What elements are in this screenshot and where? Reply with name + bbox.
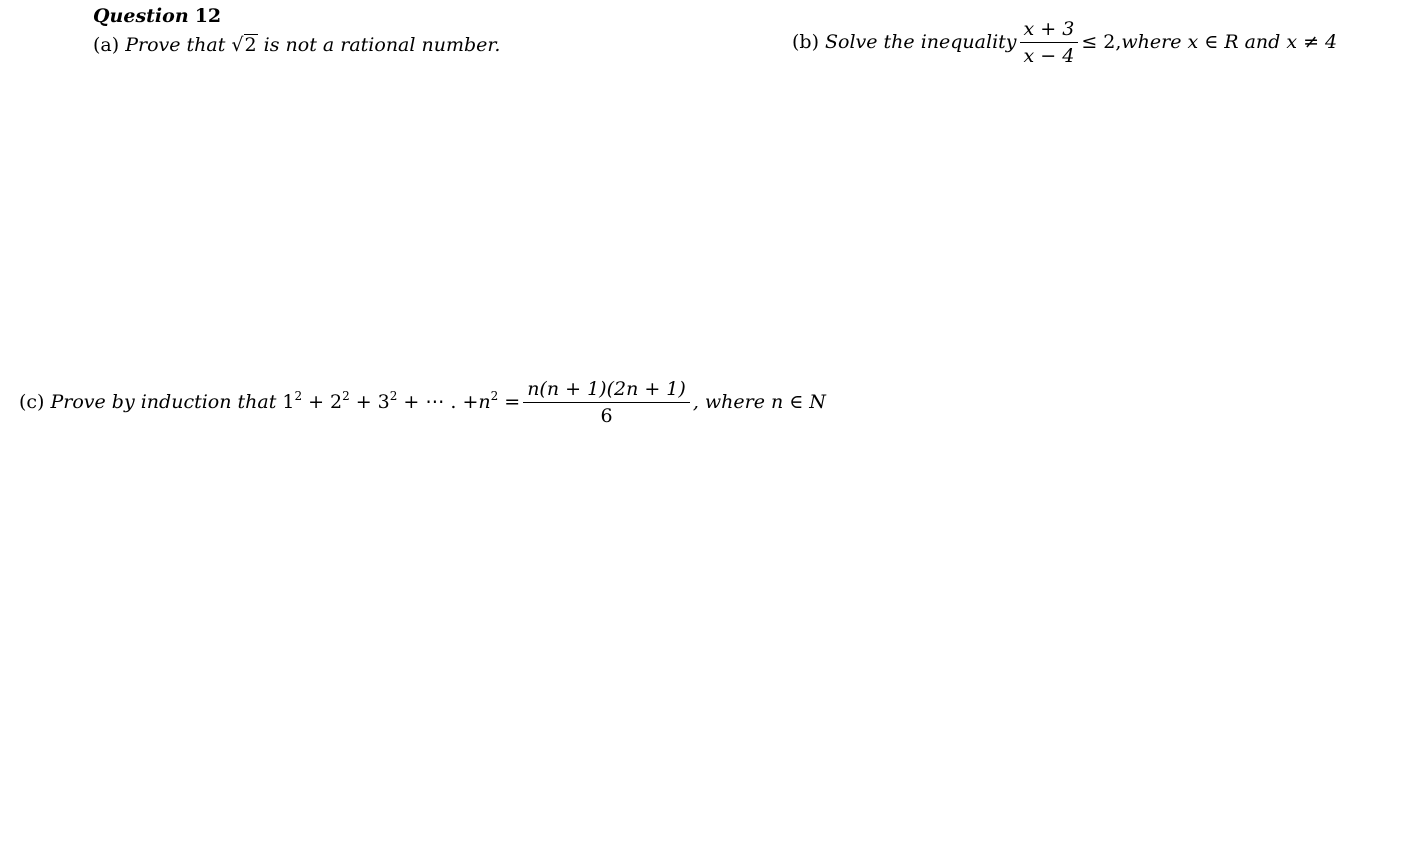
sum-formula-fraction — [523, 376, 690, 429]
part-a — [93, 33, 500, 57]
part-c-where: , where — [692, 391, 765, 413]
radicand: 2 — [244, 34, 257, 56]
question-title — [93, 5, 221, 27]
set-r: R — [1224, 31, 1239, 53]
question-title-number: 12 — [194, 5, 222, 27]
inequality-relation: ≤ 2, — [1081, 31, 1122, 53]
part-a-text-after: is not a rational number. — [263, 34, 501, 56]
part-c — [19, 372, 826, 432]
element-of-symbol: ∈ — [1204, 31, 1219, 53]
sum-term-n: $n^2$ — [478, 389, 499, 413]
part-b-text: Solve the inequality — [825, 31, 1017, 53]
sum-term-1: $1^2$ — [282, 389, 303, 413]
part-c-var-n: n — [770, 391, 784, 413]
fraction-denominator: x − 4 — [1023, 44, 1075, 67]
equals-sign: = — [504, 391, 521, 413]
part-a-text-before: Prove that — [125, 34, 226, 56]
sum-term-2: $2^2$ — [330, 389, 350, 413]
ellipsis: ⋯ . + — [425, 391, 479, 413]
formula-numerator: n(n + 1)(2n + 1) — [527, 377, 686, 400]
set-n: N — [809, 391, 826, 413]
part-b-var-x: x — [1187, 31, 1199, 53]
part-a-label: (a) — [93, 34, 120, 56]
question-title-word: Question — [93, 5, 189, 27]
part-b-and: and — [1244, 31, 1281, 53]
fraction-numerator: x + 3 — [1023, 17, 1075, 40]
element-of-symbol: ∈ — [789, 391, 804, 413]
inequality-fraction — [1020, 16, 1079, 69]
sum-term-3: $3^2$ — [377, 389, 398, 413]
part-b-condition: x ≠ 4 — [1286, 31, 1338, 53]
part-c-label: (c) — [19, 391, 45, 413]
radical-sign: √ — [231, 34, 244, 56]
part-b — [792, 12, 1337, 72]
sqrt-expression — [231, 33, 257, 57]
formula-denominator: 6 — [600, 404, 613, 427]
part-b-label: (b) — [792, 31, 819, 53]
plus-sign: + — [403, 391, 420, 413]
plus-sign: + — [308, 391, 325, 413]
part-c-text: Prove by induction that — [50, 391, 277, 413]
plus-sign: + — [355, 391, 372, 413]
part-b-where: where — [1121, 31, 1182, 53]
